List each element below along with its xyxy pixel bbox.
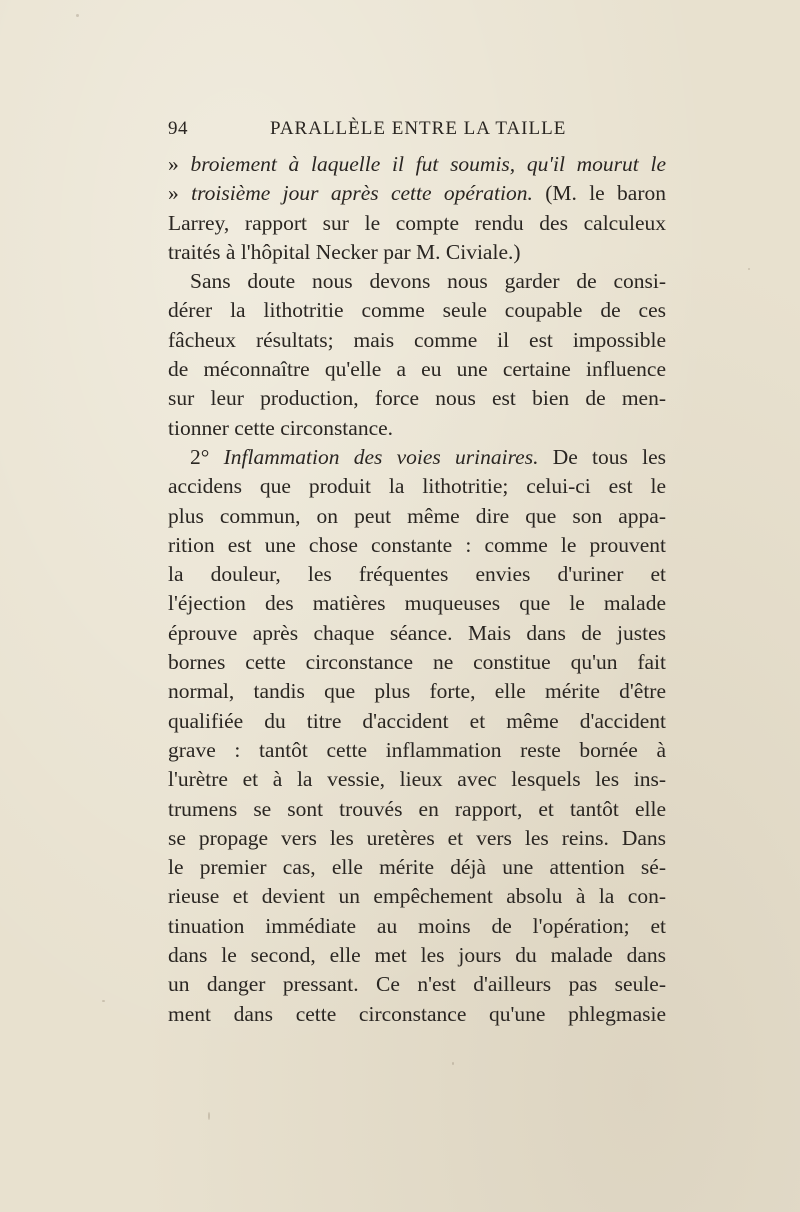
text-line: rieuse et devient un empêchement absolu à la con- (168, 884, 666, 909)
text-line: » broiement à laquelle il fut soumis, qu'il mourut le (168, 152, 666, 176)
text-line: plus commun, on peut même dire que son appa- (168, 503, 666, 528)
paper-speck (102, 1000, 105, 1002)
text-line: de méconnaître qu'elle a eu une certaine influence (168, 357, 666, 382)
text-line: tionner cette circonstance. (168, 415, 394, 440)
body-text (168, 150, 666, 1029)
text-line: fâcheux résultats; mais comme il est impossible (168, 327, 666, 352)
page-header (168, 118, 668, 144)
text-line: trumens se sont trouvés en rapport, et tantôt elle (168, 796, 666, 821)
text-line: ment dans cette circonstance qu'une phlegmasie (168, 1001, 666, 1026)
text-line: un danger pressant. Ce n'est d'ailleurs pas seule- (168, 972, 666, 997)
text-line: la douleur, les fréquentes envies d'uriner et (168, 562, 666, 587)
text-line: éprouve après chaque séance. Mais dans de justes (168, 620, 666, 645)
text-line: qualifiée du titre d'accident et même d'accident (168, 708, 666, 733)
paper-speck (748, 268, 750, 270)
page-number: 94 (168, 118, 188, 139)
text-line: normal, tandis que plus forte, elle mérite d'être (168, 679, 666, 704)
text-line: tinuation immédiate au moins de l'opération; et (168, 913, 666, 938)
text-line: accidens que produit la lithotritie; celui-ci est le (168, 474, 666, 499)
paper-speck (208, 1112, 210, 1120)
text-line: le premier cas, elle mérite déjà une attention sé- (168, 855, 666, 880)
text-line: se propage vers les uretères et vers les reins. Dans (168, 825, 666, 850)
text-line: Sans doute nous devons nous garder de consi- (190, 269, 666, 294)
paper-speck (76, 14, 79, 17)
paper-speck (452, 1062, 454, 1065)
running-head: PARALLÈLE ENTRE LA TAILLE (270, 118, 567, 139)
text-line: l'urètre et à la vessie, lieux avec lesquels les ins- (168, 767, 666, 792)
text-line: 2° Inflammation des voies urinaires. De tous les (190, 444, 667, 469)
text-line: » troisième jour après cette opération. (M. le baron (168, 181, 666, 206)
text-line: traités à l'hôpital Necker par M. Civiale.) (168, 239, 521, 264)
text-line: bornes cette circonstance ne constitue qu'un fait (168, 650, 666, 675)
text-line: dans le second, elle met les jours du malade dans (168, 943, 666, 968)
text-line: dérer la lithotritie comme seule coupable de ces (168, 298, 666, 323)
text-line: rition est une chose constante : comme le prouvent (168, 532, 666, 557)
text-line: sur leur production, force nous est bien de men- (168, 386, 666, 411)
text-line: grave : tantôt cette inflammation reste bornée à (168, 737, 666, 762)
text-line: Larrey, rapport sur le compte rendu des calculeux (168, 210, 666, 235)
text-line: l'éjection des matières muqueuses que le malade (168, 591, 666, 616)
